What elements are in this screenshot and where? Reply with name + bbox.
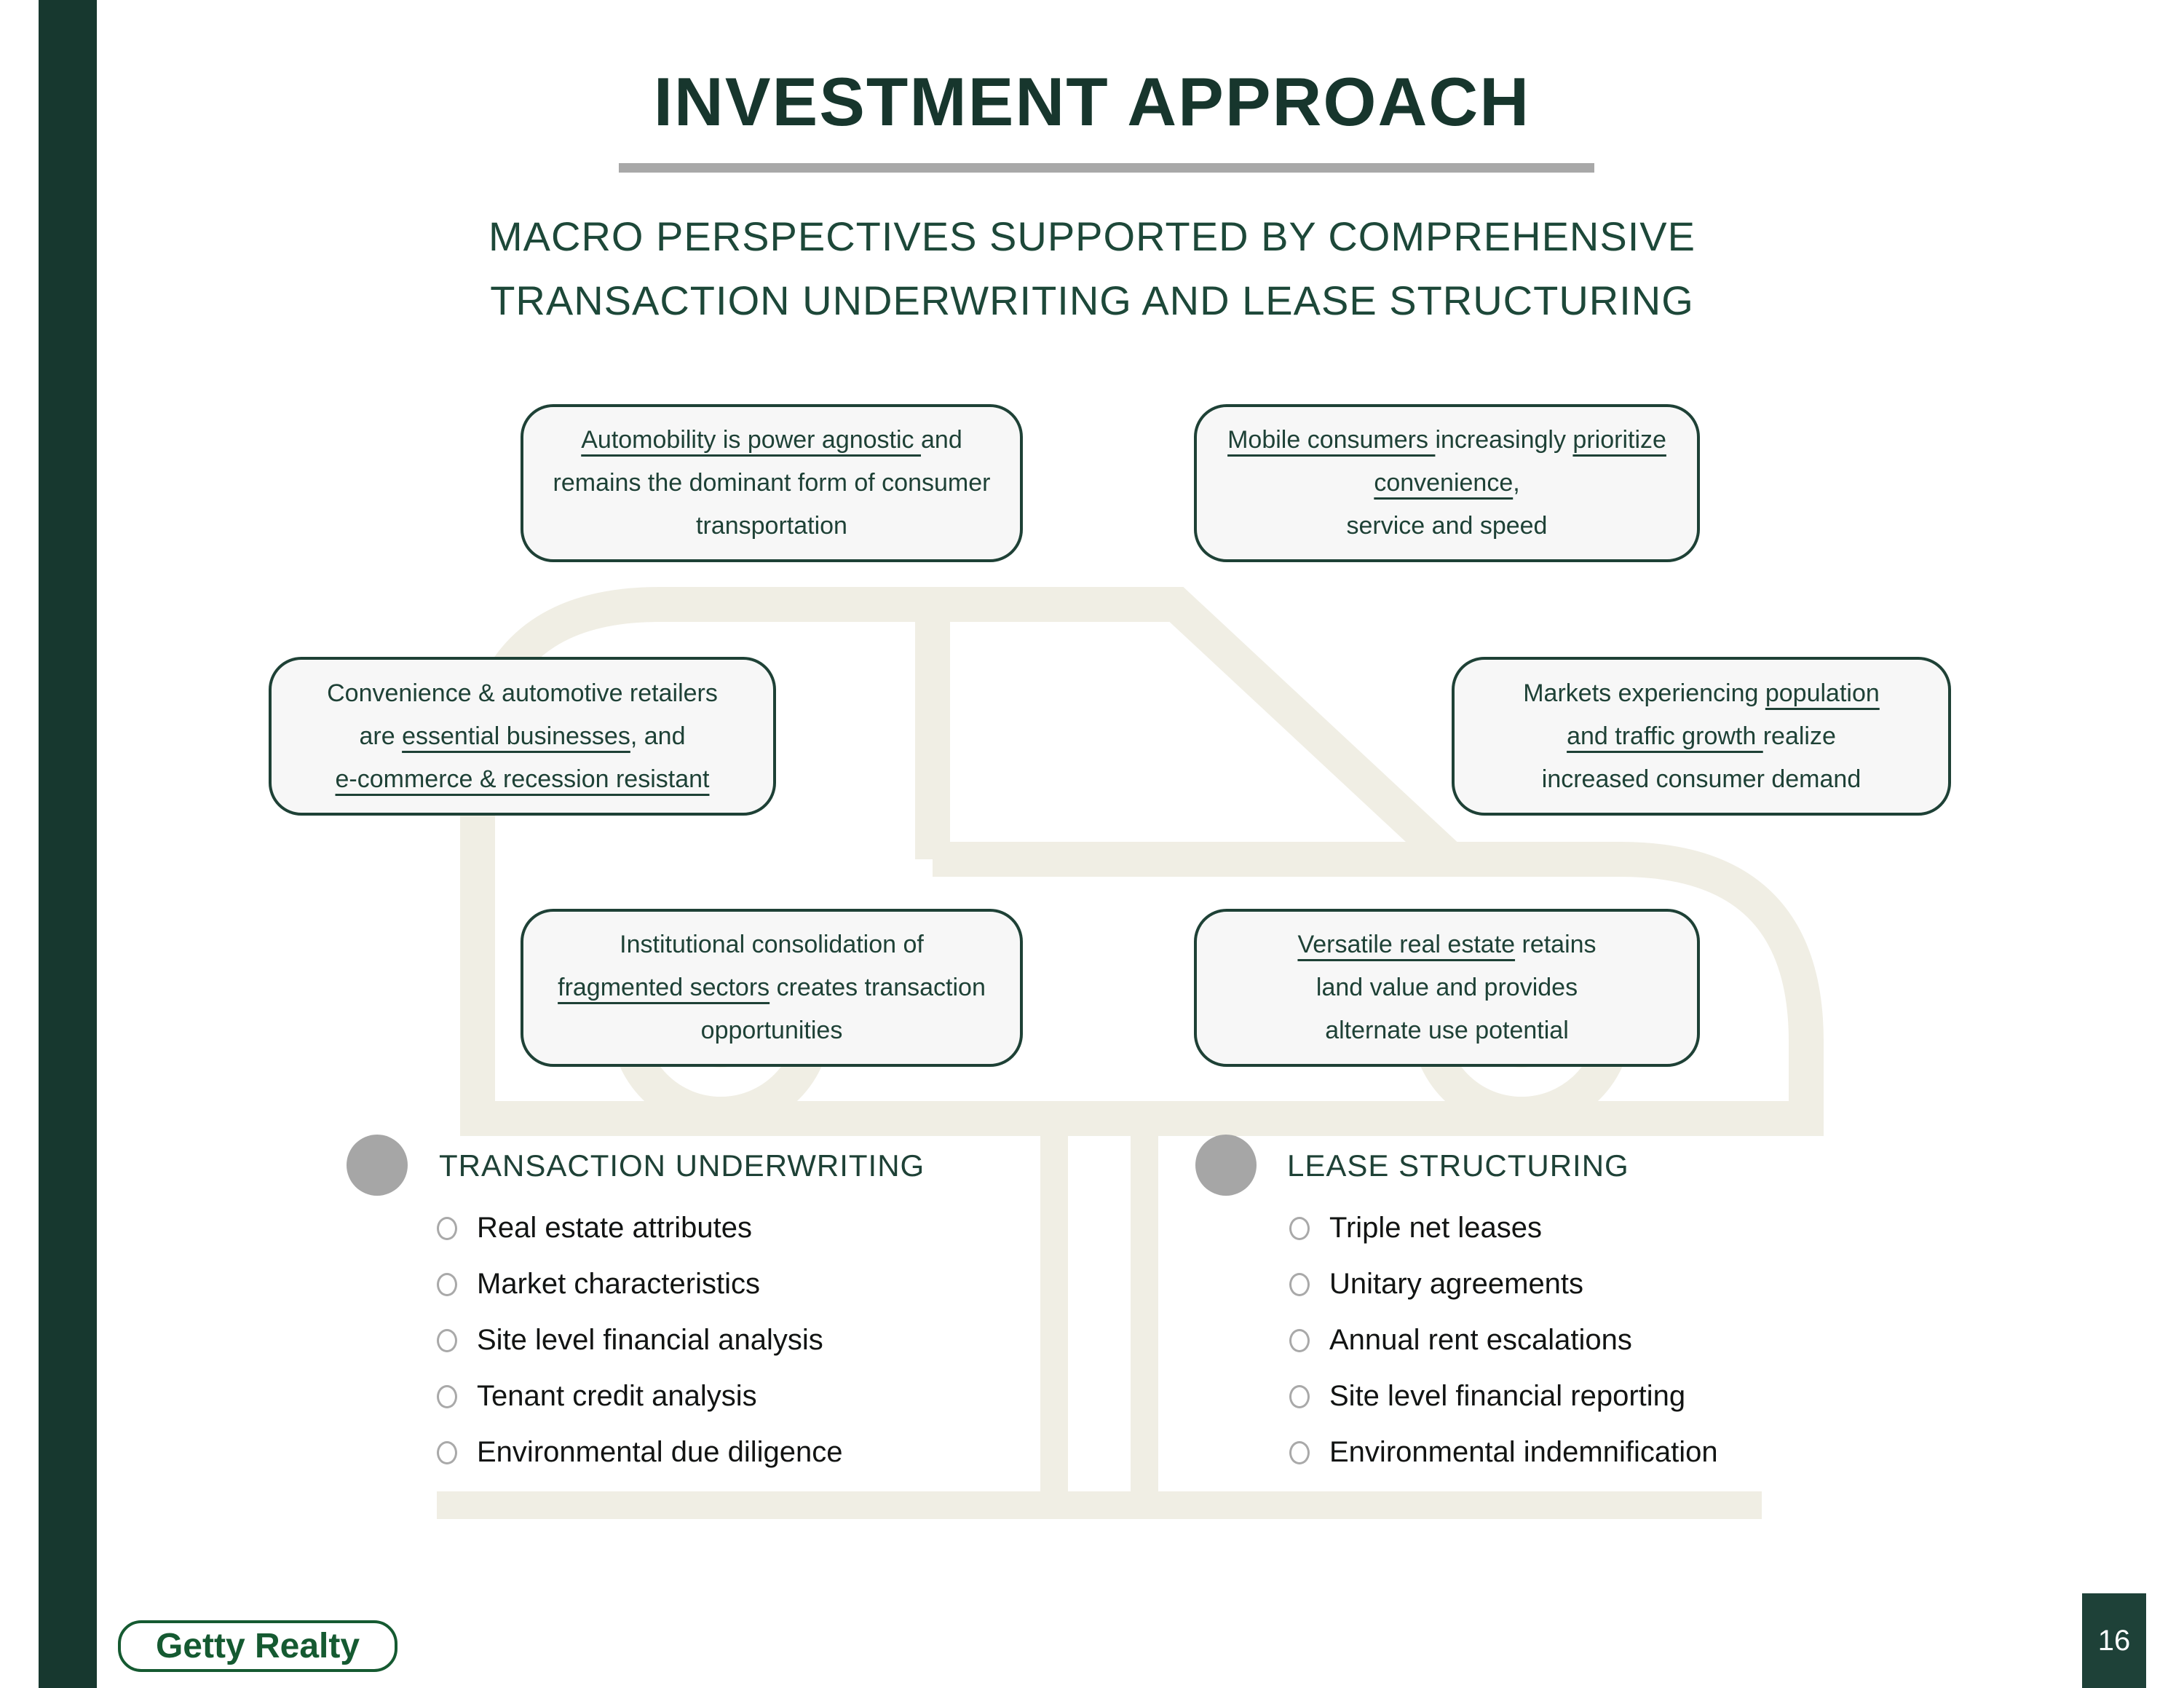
list-item (1289, 1424, 1718, 1480)
callout-line: service and speed (1346, 512, 1548, 540)
title-underline-bar (619, 163, 1594, 173)
lease-structuring-list (1289, 1200, 1718, 1480)
transaction-underwriting-circle-icon (347, 1135, 408, 1196)
callout-line: increased consumer demand (1541, 765, 1861, 793)
list-item-label: Market characteristics (477, 1268, 760, 1300)
list-item (1289, 1256, 1718, 1312)
lease-structuring-header: LEASE STRUCTURING (1287, 1148, 1629, 1183)
callout-line: fragmented sectors creates transaction (558, 974, 986, 1001)
callout-line: Markets experiencing population (1523, 679, 1880, 707)
list-item (437, 1424, 843, 1480)
page-number: 16 (2097, 1624, 2131, 1657)
list-item (437, 1312, 843, 1368)
list-item-label: Annual rent escalations (1329, 1324, 1632, 1356)
list-item-label: Triple net leases (1329, 1212, 1542, 1244)
transaction-underwriting-list (437, 1200, 843, 1480)
callout-line: and traffic growth realize (1567, 722, 1836, 750)
callout-line: Versatile real estate retains (1297, 931, 1597, 958)
callout-line: Convenience & automotive retailers (327, 679, 718, 707)
list-item-label: Site level financial analysis (477, 1324, 823, 1356)
callout-line: Institutional consolidation of (620, 931, 924, 958)
circle-bullet-icon (1289, 1329, 1310, 1352)
callout-line: remains the dominant form of consumer (553, 469, 991, 497)
callout-box-markets-growth (1452, 657, 1951, 816)
callout-line: are essential businesses, and (359, 722, 686, 750)
list-item (1289, 1312, 1718, 1368)
page-number-badge (2082, 1593, 2146, 1688)
getty-realty-logo: Getty Realty (118, 1620, 397, 1672)
callout-line: transportation (696, 512, 847, 540)
callout-line: Mobile consumers increasingly prioritize (1227, 426, 1666, 454)
callout-line: e-commerce & recession resistant (335, 765, 710, 793)
circle-bullet-icon (437, 1441, 457, 1464)
callout-box-convenience-retailers (269, 657, 776, 816)
callout-line: Automobility is power agnostic and (581, 426, 962, 454)
list-item-label: Tenant credit analysis (477, 1380, 757, 1412)
circle-bullet-icon (1289, 1385, 1310, 1408)
callout-line: land value and provides (1315, 974, 1578, 1001)
callout-box-mobile-consumers (1194, 404, 1700, 562)
list-item-label: Environmental indemnification (1329, 1436, 1718, 1468)
list-item-label: Environmental due diligence (477, 1436, 843, 1468)
callout-line: alternate use potential (1325, 1017, 1569, 1044)
callout-line: convenience, (1374, 469, 1520, 497)
circle-bullet-icon (1289, 1217, 1310, 1240)
circle-bullet-icon (437, 1329, 457, 1352)
subtitle-line-2: TRANSACTION UNDERWRITING AND LEASE STRUCTURING (490, 277, 1694, 323)
subtitle-line-1: MACRO PERSPECTIVES SUPPORTED BY COMPREHENSIVE (488, 213, 1696, 259)
list-item (437, 1368, 843, 1424)
circle-bullet-icon (437, 1273, 457, 1296)
callout-line: opportunities (700, 1017, 843, 1044)
list-item-label: Real estate attributes (477, 1212, 752, 1244)
circle-bullet-icon (437, 1217, 457, 1240)
lease-structuring-circle-icon (1195, 1135, 1257, 1196)
list-item-label: Unitary agreements (1329, 1268, 1584, 1300)
list-item (1289, 1368, 1718, 1424)
circle-bullet-icon (1289, 1273, 1310, 1296)
circle-bullet-icon (437, 1385, 457, 1408)
list-item (437, 1256, 843, 1312)
list-item (437, 1200, 843, 1256)
list-item-label: Site level financial reporting (1329, 1380, 1686, 1412)
subtitle (0, 205, 2184, 333)
callout-box-automobility (521, 404, 1023, 562)
callout-box-versatile-real-estate (1194, 909, 1700, 1067)
circle-bullet-icon (1289, 1441, 1310, 1464)
list-item (1289, 1200, 1718, 1256)
transaction-underwriting-header: TRANSACTION UNDERWRITING (439, 1148, 925, 1183)
callout-box-institutional-consolidation (521, 909, 1023, 1067)
page-title: INVESTMENT APPROACH (653, 63, 1531, 140)
